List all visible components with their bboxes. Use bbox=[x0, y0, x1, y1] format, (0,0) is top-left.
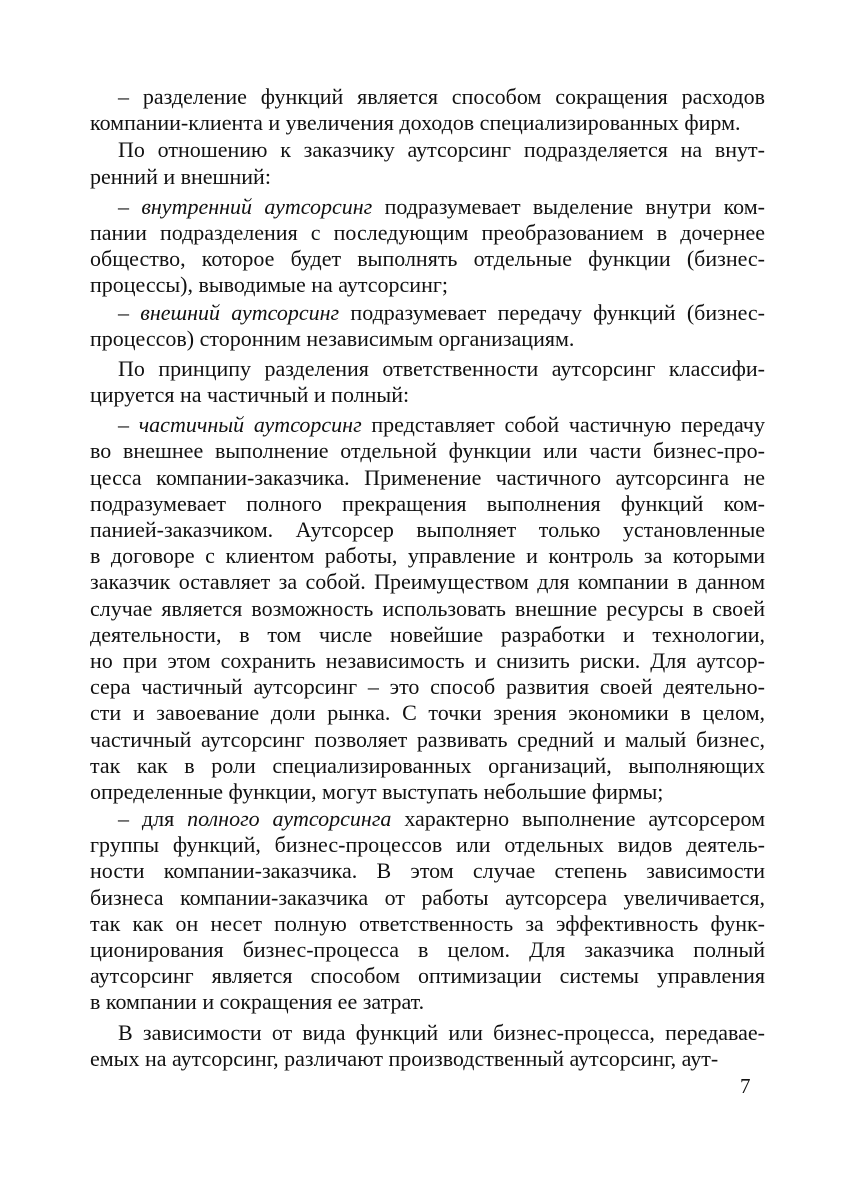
paragraph bbox=[90, 84, 765, 136]
text-line: группы функций, бизнес-процессов или отдельных видов деятель- bbox=[90, 832, 765, 858]
text-line: деятельности, в том числе новейшие разработки и технологии, bbox=[90, 621, 765, 647]
text-line: компании-клиента и увеличения доходов специализированных фирм. bbox=[90, 110, 741, 136]
text-line: общество, которое будет выполнять отдельные функции (бизнес- bbox=[90, 246, 765, 272]
text-line: – для полного аутсорсинга характерно выполнение аутсорсером bbox=[118, 806, 765, 832]
text-line: емых на аутсорсинг, различают производственный аутсорсинг, аут- bbox=[90, 1045, 719, 1071]
text-line: – внутренний аутсорсинг подразумевает выделение внутри ком- bbox=[118, 193, 765, 219]
text-line: В зависимости от вида функций или бизнес-процесса, передавае- bbox=[118, 1019, 765, 1045]
emphasized-term: внутренний аутсорсинг bbox=[141, 193, 373, 219]
paragraph bbox=[90, 356, 765, 408]
page-number: 7 bbox=[740, 1074, 751, 1098]
text-line: – внешний аутсорсинг подразумевает передачу функций (бизнес- bbox=[118, 299, 766, 325]
paragraph bbox=[90, 1020, 765, 1072]
text-line: сера частичный аутсорсинг – это способ развития своей деятельно- bbox=[90, 674, 765, 700]
text-line: но при этом сохранить независимость и снизить риски. Для аутсор- bbox=[90, 647, 765, 673]
text-line: определенные функции, могут выступать небольшие фирмы; bbox=[90, 778, 664, 804]
text-line: пании подразделения с последующим преобразованием в дочернее bbox=[90, 219, 765, 245]
text-line: ционирования бизнес-процесса в целом. Для заказчика полный bbox=[90, 937, 765, 962]
text-line: во внешнее выполнение отдельной функции или части бизнес-про- bbox=[90, 438, 765, 464]
text-line: процессов) сторонним независимым организациям. bbox=[90, 325, 575, 351]
text-line: частичный аутсорсинг позволяет развивать средний и малый бизнес, bbox=[90, 726, 765, 752]
text-line: в компании и сокращения ее затрат. bbox=[90, 989, 425, 1015]
paragraph bbox=[90, 137, 765, 189]
emphasized-term: внешний аутсорсинг bbox=[140, 299, 340, 325]
text-line: сти и завоевание доли рынка. С точки зрения экономики в целом, bbox=[90, 700, 765, 726]
emphasized-term: частичный аутсорсинг bbox=[138, 412, 362, 438]
paragraph bbox=[90, 412, 765, 805]
text-line: По принципу разделения ответственности аутсорсинг классифи- bbox=[118, 355, 765, 381]
paragraph bbox=[90, 806, 765, 1016]
text-line: цесса компании-заказчика. Применение частичного аутсорсинга не bbox=[90, 464, 765, 490]
text-line: бизнеса компании-заказчика от работы аутсорсера увеличивается, bbox=[90, 884, 765, 910]
paragraph bbox=[90, 194, 765, 299]
text-line: панией-заказчиком. Аутсорсер выполняет только установленные bbox=[90, 517, 765, 542]
text-line: так как он несет полную ответственность за эффективность функ- bbox=[90, 910, 765, 936]
text-line: – частичный аутсорсинг представляет собой частичную передачу bbox=[118, 412, 765, 438]
text-line: аутсорсинг является способом оптимизации системы управления bbox=[90, 963, 765, 989]
text-line: случае является возможность использовать внешние ресурсы в своей bbox=[90, 595, 765, 621]
text-line: цируется на частичный и полный: bbox=[90, 382, 410, 408]
text-line: ности компании-заказчика. В этом случае степень зависимости bbox=[90, 858, 765, 884]
text-line: заказчик оставляет за собой. Преимуществом для компании в данном bbox=[90, 569, 765, 595]
text-line: процессы), выводимые на аутсорсинг; bbox=[90, 272, 448, 298]
text-line: в договоре с клиентом работы, управление и контроль за которыми bbox=[90, 543, 765, 569]
text-line: По отношению к заказчику аутсорсинг подразделяется на внут- bbox=[118, 137, 765, 163]
emphasized-term: полного аутсорсинга bbox=[187, 806, 392, 832]
document-body bbox=[90, 84, 765, 1073]
text-line: подразумевает полного прекращения выполнения функций ком- bbox=[90, 490, 765, 516]
text-line: ренний и внешний: bbox=[90, 163, 271, 189]
text-line: так как в роли специализированных организаций, выполняющих bbox=[90, 752, 765, 778]
paragraph bbox=[90, 300, 765, 352]
text-line: – разделение функций является способом сокращения расходов bbox=[118, 84, 765, 109]
